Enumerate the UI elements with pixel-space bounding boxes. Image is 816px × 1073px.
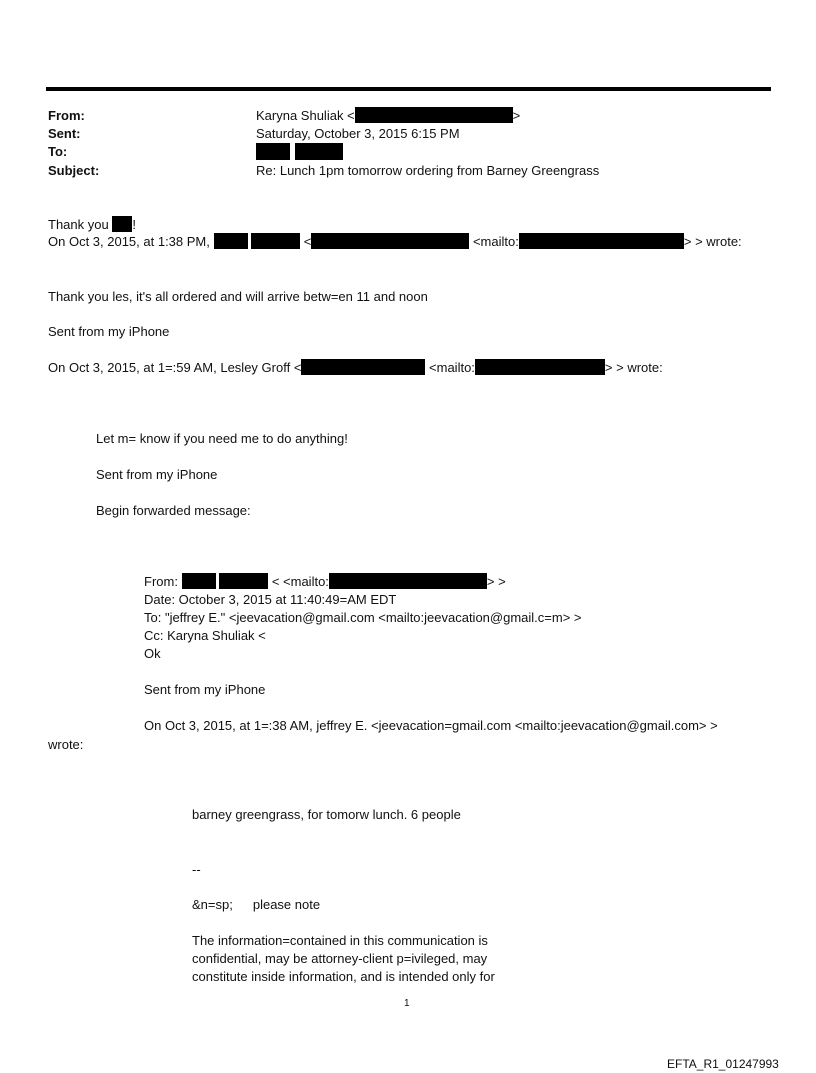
redaction-box <box>219 573 268 589</box>
barney-line: barney greengrass, for tomorw lunch. 6 people <box>192 807 461 822</box>
fwd-from-label: From: <box>144 574 178 589</box>
quote2-wrote: > > wrote: <box>604 360 663 375</box>
redaction-box <box>251 233 300 249</box>
confidential-line-3: constitute inside information, and is intended only for <box>192 969 495 984</box>
quote1-wrote: > > wrote: <box>683 234 742 249</box>
fwd-to-line: To: "jeffrey E." <jeevacation@gmail.com <mailto:jeevacation@gmail.c=m> > <box>144 610 582 625</box>
thank-you-bang: ! <box>132 217 136 232</box>
let-me-know-line: Let m= know if you need me to do anything! <box>96 431 348 446</box>
thank-you-text: Thank you <box>48 217 109 232</box>
from-value <box>256 107 520 125</box>
redaction-box <box>475 359 605 375</box>
redaction-box <box>112 216 132 232</box>
from-name: Karyna Shuliak < <box>256 108 355 123</box>
thank-you-line <box>48 216 136 234</box>
redaction-box <box>182 573 216 589</box>
fwd-from-line <box>144 573 506 591</box>
sent-iphone-1: Sent from my iPhone <box>48 324 170 339</box>
redaction-box <box>256 143 290 160</box>
quote2-line <box>48 359 663 377</box>
sent-iphone-2: Sent from my iPhone <box>96 467 218 482</box>
redaction-box <box>355 107 513 123</box>
quote1-lt: < <box>303 234 312 249</box>
please-note-line <box>192 896 320 914</box>
redaction-box <box>214 233 248 249</box>
fwd-from-close: > > <box>486 574 506 589</box>
redaction-box <box>311 233 469 249</box>
header-rule <box>46 87 771 91</box>
ordered-line: Thank you les, it's all ordered and will arrive betw=en 11 and noon <box>48 289 428 304</box>
redaction-box <box>301 359 425 375</box>
redaction-box <box>295 143 343 160</box>
sent-value: Saturday, October 3, 2015 6:15 PM <box>256 126 460 141</box>
redaction-box <box>329 573 487 589</box>
sent-iphone-3: Sent from my iPhone <box>144 682 266 697</box>
quote1-prefix: On Oct 3, 2015, at 1:38 PM, <box>48 234 210 249</box>
sent-label: Sent: <box>48 126 81 141</box>
redaction-box <box>519 233 684 249</box>
fwd-cc-line: Cc: Karyna Shuliak < <box>144 628 266 643</box>
quote3-wrote: wrote: <box>48 737 84 752</box>
document-id: EFTA_R1_01247993 <box>667 1057 779 1071</box>
subject-value: Re: Lunch 1pm tomorrow ordering from Barney Greengrass <box>256 163 600 178</box>
fwd-date-line: Date: October 3, 2015 at 11:40:49=AM EDT <box>144 592 397 607</box>
from-label: From: <box>48 108 85 123</box>
quote3-line: On Oct 3, 2015, at 1=:38 AM, jeffrey E. <jeevacation=gmail.com <mailto:jeevacation@gmail.com> > <box>144 718 718 733</box>
confidential-line-1: The information=contained in this communication is <box>192 933 488 948</box>
begin-forwarded-line: Begin forwarded message: <box>96 503 251 518</box>
nsp-text: &n=sp; <box>192 897 233 912</box>
quote1-line <box>48 233 742 251</box>
please-note-text: please note <box>252 897 321 912</box>
quote2-prefix: On Oct 3, 2015, at 1=:59 AM, Lesley Groff < <box>48 360 302 375</box>
page-number: 1 <box>404 998 410 1009</box>
from-close: > <box>512 108 521 123</box>
quote1-mailto: <mailto: <box>472 234 519 249</box>
quote2-mailto: <mailto: <box>429 360 475 375</box>
fwd-from-mailto: < <mailto: <box>271 574 329 589</box>
to-label: To: <box>48 144 68 159</box>
signature-dashes: -- <box>192 862 201 877</box>
subject-label: Subject: <box>48 163 100 178</box>
confidential-line-2: confidential, may be attorney-client p=ivileged, may <box>192 951 488 966</box>
ok-line: Ok <box>144 646 161 661</box>
to-value <box>256 143 343 162</box>
